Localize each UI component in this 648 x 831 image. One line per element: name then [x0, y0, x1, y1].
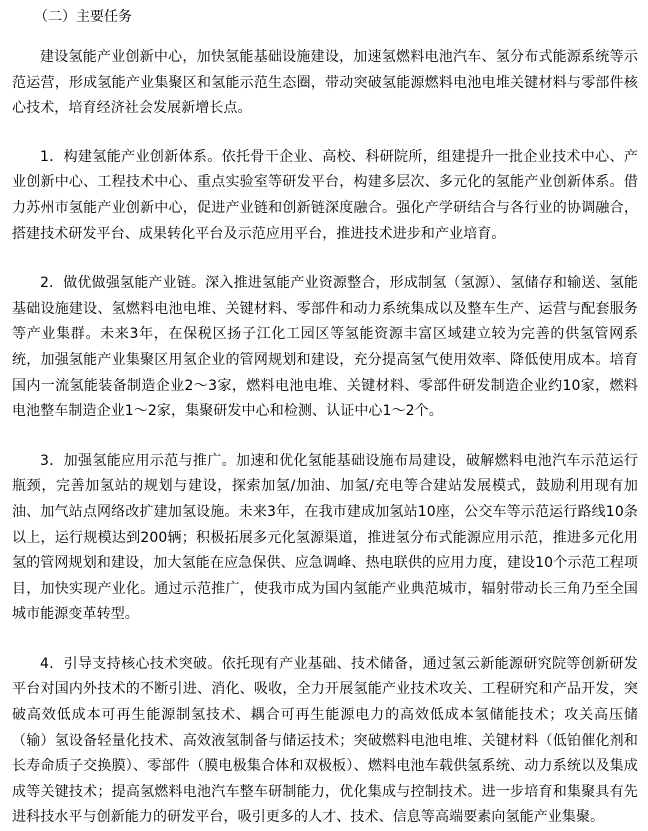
- paragraph-intro: 建设氢能产业创新中心，加快氢能基础设施建设，加速氢燃料电池汽车、氢分布式能源系统等示范运营，形成氢能产业集聚区和氢能示范生态圈，带动突破氢能源燃料电池电堆关键材料与零部件核心技术，培育经济社会发展新增长点。: [12, 49, 638, 117]
- paragraph-item-1: 1．构建氢能产业创新体系。依托骨干企业、高校、科研院所，组建提升一批企业技术中心、产业创新中心、工程技术中心、重点实验室等研发平台，构建多层次、多元化的氢能产业创新体系。借力苏州市氢能产业创新中心，促进产业链和创新链深度融合。强化产学研结合与各行业的协调融合，搭建技术研发平台、成果转化平台及示范应用平台，推进技术进步和产业培育。: [12, 148, 638, 242]
- paragraph-item-3: 3．加强氢能应用示范与推广。加速和优化氢能基础设施布局建设，破解燃料电池汽车示范运行瓶颈，完善加氢站的规划与建设，探索加氢/加油、加氢/充电等合建站发展模式，鼓励利用现有加油、加气站点网络改扩建加氢设施。未来3年，在我市建成加氢站10座，公交车等示范运行路线10条以上，运行规模达到200辆；积极拓展多元化氢源渠道，推进氢分布式能源应用示范，推进多元化用氢的管网规划和建设，加大氢能在应急保供、应急调峰、热电联供的应用力度，建设10个示范工程项目，加快实现产业化。通过示范推广，使我市成为国内氢能产业典范城市，辐射带动长三角乃至全国城市能源变革转型。: [12, 452, 638, 623]
- section-title: （二）主要任务: [34, 9, 132, 25]
- paragraph-item-4: 4．引导支持核心技术突破。依托现有产业基础、技术储备，通过氢云新能源研究院等创新研发平台对国内外技术的不断引进、消化、吸收，全力开展氢能产业技术攻关、工程研究和产品开发，突破高效低成本可再生能源制氢技术、耦合可再生能源电力的高效低成本氢储能技术；攻关高压储（输）氢设备轻量化技术、高效液氢制备与储运技术；突破燃料电池电堆、关键材料（低铂催化剂和长寿命质子交换膜）、零部件（膜电极集合体和双极板）、燃料电池车载供氢系统、动力系统以及集成成等关键技术；提高氢燃料电池汽车整车研制能力，优化集成与控制技术。进一步培育和集聚具有先进科技水平与创新能力的研发平台，吸引更多的人才、技术、信息等高端要素向氢能产业集聚。: [12, 655, 638, 826]
- paragraph-item-2: 2．做优做强氢能产业链。深入推进氢能产业资源整合，形成制氢（氢源）、氢储存和输送、氢能基础设施建设、氢燃料电池电堆、关键材料、零部件和动力系统集成以及整车生产、运营与配套服务等产业集群。未来3年，在保税区扬子江化工园区等氢能资源丰富区域建立较为完善的供氢管网系统，加强氢能产业集聚区用氢企业的管网规划和建设，充分提高氢气使用效率、降低使用成本。培育国内一流氢能装备制造企业2～3家，燃料电池电堆、关键材料、零部件研发制造企业约10家，燃料电池整车制造企业1～2家，集聚研发中心和检测、认证中心1～2个。: [12, 275, 638, 420]
- document-body: [12, 0, 638, 831]
